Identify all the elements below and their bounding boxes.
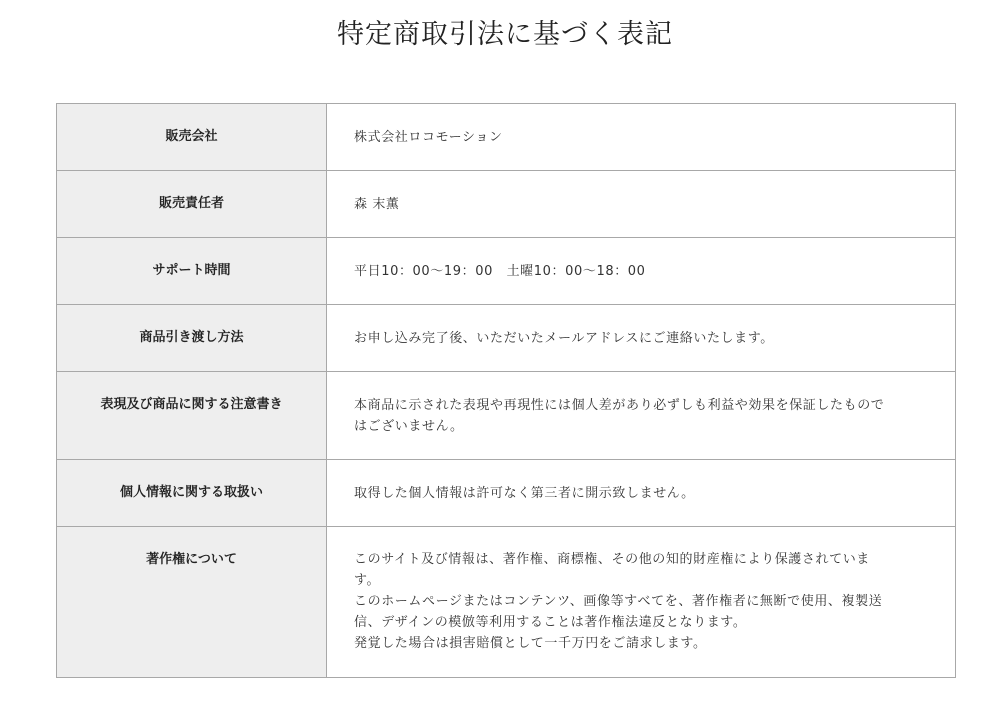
row-value: [327, 305, 956, 372]
page-title: 特定商取引法に基づく表記: [337, 19, 673, 50]
row-label: 販売責任者: [57, 171, 327, 238]
row-value: [327, 372, 956, 460]
info-table: [56, 103, 956, 678]
row-value: [327, 460, 956, 527]
row-value-line: 発覚した場合は損害賠償として一千万円をご請求します。: [354, 636, 707, 651]
table-row-disclaimer: [57, 372, 956, 460]
table-row-copyright: [57, 527, 956, 678]
table-row-seller: [57, 104, 956, 171]
row-value-line: はございません。: [354, 419, 464, 434]
row-value: [327, 238, 956, 305]
row-label: 商品引き渡し方法: [57, 305, 327, 372]
row-value-line: す。: [354, 573, 381, 588]
table-row-support-hours: [57, 238, 956, 305]
row-value-line: 信、デザインの模倣等利用することは著作権法違反となります。: [354, 615, 747, 630]
row-label: サポート時間: [57, 238, 327, 305]
row-label: 表現及び商品に関する注意書き: [57, 372, 327, 460]
row-value-line: このホームページまたはコンテンツ、画像等すべてを、著作権者に無断で使用、複製送: [354, 594, 883, 609]
row-label: 著作権について: [57, 527, 327, 678]
row-label: 販売会社: [57, 104, 327, 171]
row-value-line: お申し込み完了後、いただいたメールアドレスにご連絡いたします。: [354, 331, 774, 346]
row-value: [327, 171, 956, 238]
row-value-line: 株式会社ロコモーション: [354, 130, 503, 145]
row-value-line: 森 末薫: [354, 197, 400, 212]
table-row-delivery: [57, 305, 956, 372]
row-value-line: 取得した個人情報は許可なく第三者に開示致しません。: [354, 486, 695, 501]
row-value-line: このサイト及び情報は、著作権、商標権、その他の知的財産権により保護されていま: [354, 552, 870, 567]
table-row-responsible: [57, 171, 956, 238]
row-value-line: 本商品に示された表現や再現性には個人差があり必ずしも利益や効果を保証したもので: [354, 398, 885, 413]
row-label: 個人情報に関する取扱い: [57, 460, 327, 527]
table-row-privacy: [57, 460, 956, 527]
row-value: [327, 527, 956, 678]
row-value: [327, 104, 956, 171]
row-value-line: 平日10：00〜19：00 土曜10：00〜18：00: [354, 264, 646, 279]
